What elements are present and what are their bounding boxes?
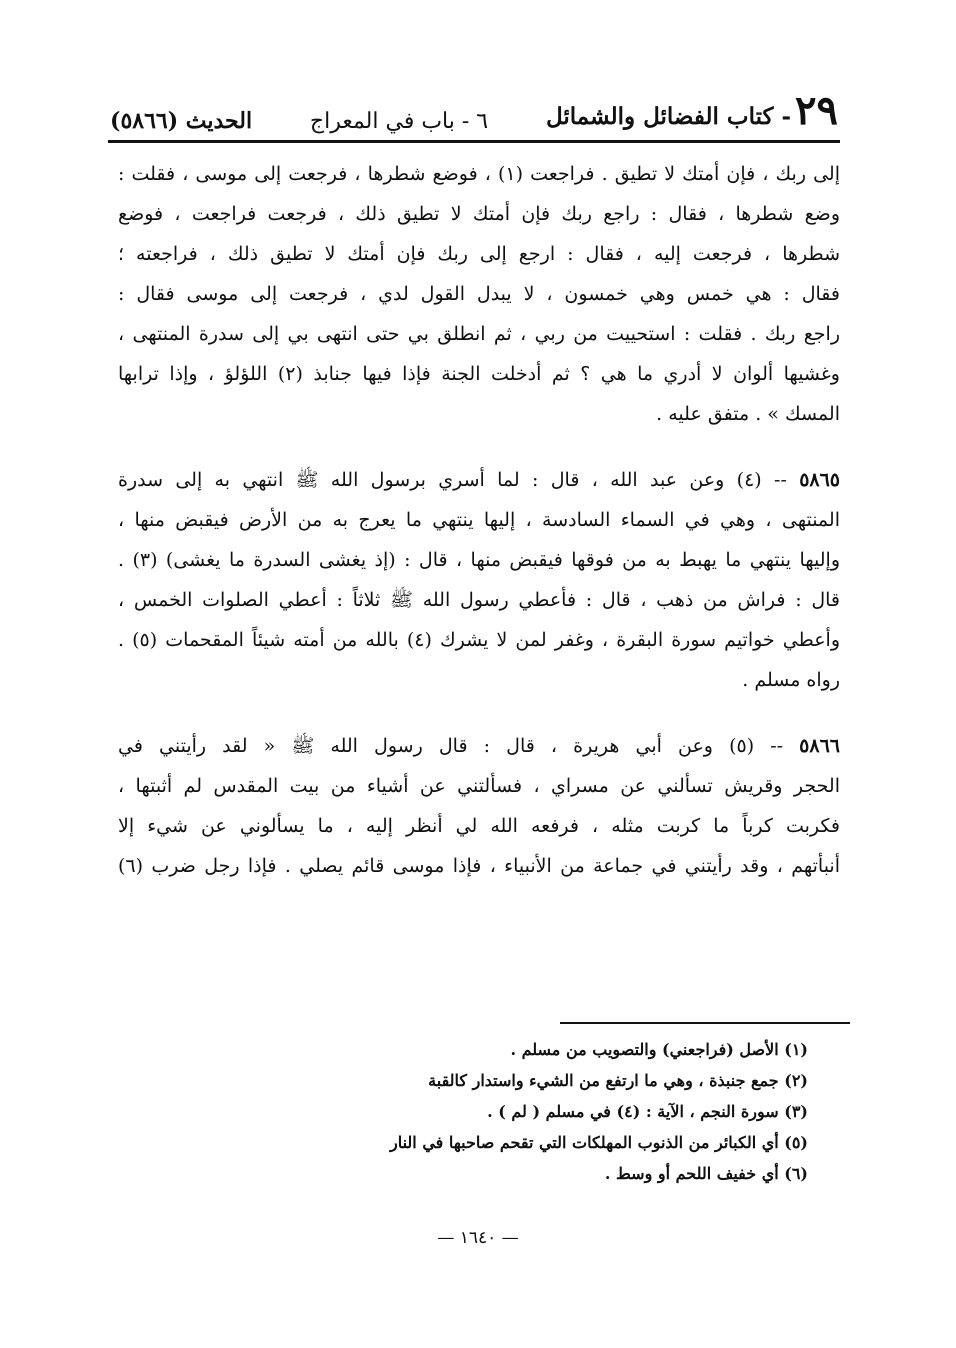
continuation-paragraph bbox=[118, 154, 840, 434]
text-line: -- (٥) وعن أبي هريرة ، قال : قال رسول الله ﷺ « لقد رأيتني في bbox=[118, 735, 784, 757]
footnote-rule bbox=[560, 1022, 850, 1024]
hadith-first-line bbox=[118, 726, 840, 766]
book-title-text: - كتاب الفضائل والشمائل bbox=[545, 103, 792, 130]
text-line: المنتهى ، وهي في السماء السادسة ، إليها ينتهي ما يعرج به من الأرض فيقبض منها ، bbox=[118, 509, 840, 531]
book-number: ٢٩ bbox=[795, 87, 838, 134]
footnotes bbox=[248, 1034, 808, 1189]
text-line: فقال : هي خمس وهي خمسون ، لا يبدل القول لدي ، فرجعت إلى موسى فقال : bbox=[118, 283, 840, 305]
hadith-number: ٥٨٦٥ bbox=[799, 469, 840, 491]
header-hadith-range: الحديث (٥٨٦٦) bbox=[110, 108, 253, 134]
hadith-5865 bbox=[118, 460, 840, 700]
text-line: إلى ربك ، فإن أمتك لا تطيق . فراجعت (١) ، فوضع شطرها ، فرجعت إلى موسى ، فقلت : bbox=[118, 163, 840, 185]
text-line: راجع ربك . فقلت : استحييت من ربي ، ثم انطلق بي حتى انتهى بي إلى سدرة المنتهى ، bbox=[118, 323, 840, 345]
text-line: وإليها ينتهي ما يهبط به من فوقها فيقبض منها ، قال : (إذ يغشى السدرة ما يغشى) (٣) . bbox=[118, 549, 840, 571]
page-number: — ١٦٤٠ — bbox=[437, 1228, 519, 1248]
footnote: (٥) أي الكبائر من الذنوب المهلكات التي تقحم صاحبها في النار bbox=[390, 1133, 808, 1152]
text-line: قال : فراش من ذهب ، قال : فأعطي رسول الله ﷺ ثلاثاً : أعطي الصلوات الخمس ، bbox=[118, 589, 840, 611]
header-book-title bbox=[546, 87, 838, 134]
text-line: الحجر وقريش تسألني عن مسراي ، فسألتني عن أشياء من بيت المقدس لم أثبتها ، bbox=[118, 775, 840, 797]
hadith-5866 bbox=[118, 726, 840, 886]
footnote: (٢) جمع جنبذة ، وهي ما ارتفع من الشيء واستدار كالقبة bbox=[428, 1071, 808, 1090]
text-line: أنبأتهم ، وقد رأيتني في جماعة من الأنبياء ، فإذا موسى قائم يصلي . فإذا رجل ضرب (٦) bbox=[118, 855, 840, 877]
footnote: (٣) سورة النجم ، الآية : (٤) في مسلم ( لم ) . bbox=[487, 1102, 808, 1121]
header-rule bbox=[108, 140, 840, 143]
text-line: رواه مسلم . bbox=[742, 669, 840, 691]
header-chapter: ٦ - باب في المعراج bbox=[309, 109, 489, 134]
hadith-number: ٥٨٦٦ bbox=[799, 735, 840, 757]
running-header bbox=[110, 82, 838, 134]
text-line: وأعطي خواتيم سورة البقرة ، وغفر لمن لا يشرك (٤) بالله من أمته شيئاً المقحمات (٥) . bbox=[118, 629, 840, 651]
footnote: (٦) أي خفيف اللحم أو وسط . bbox=[604, 1164, 808, 1183]
text-line: -- (٤) وعن عبد الله ، قال : لما أسري برسول الله ﷺ انتهي به إلى سدرة bbox=[118, 469, 787, 491]
text-line: فكربت كرباً ما كربت مثله ، فرفعه الله لي أنظر إليه ، ما يسألوني عن شيء إلا bbox=[118, 815, 840, 837]
footnote: (١) الأصل (فراجعني) والتصويب من مسلم . bbox=[510, 1040, 808, 1059]
hadith-first-line bbox=[118, 460, 840, 500]
main-text bbox=[118, 154, 840, 912]
text-line: وغشيها ألوان لا أدري ما هي ؟ ثم أدخلت الجنة فإذا فيها جنابذ (٢) اللؤلؤ ، وإذا ترابها bbox=[118, 363, 840, 385]
text-line: المسك » . متفق عليه . bbox=[656, 403, 840, 425]
text-line: وضع شطرها ، فقال : راجع ربك فإن أمتك لا تطيق ذلك ، فرجعت فراجعت ، فوضع bbox=[118, 203, 840, 225]
text-line: شطرها ، فرجعت إليه ، فقال : ارجع إلى ربك فإن أمتك لا تطيق ذلك ، فراجعته ؛ bbox=[118, 243, 840, 265]
